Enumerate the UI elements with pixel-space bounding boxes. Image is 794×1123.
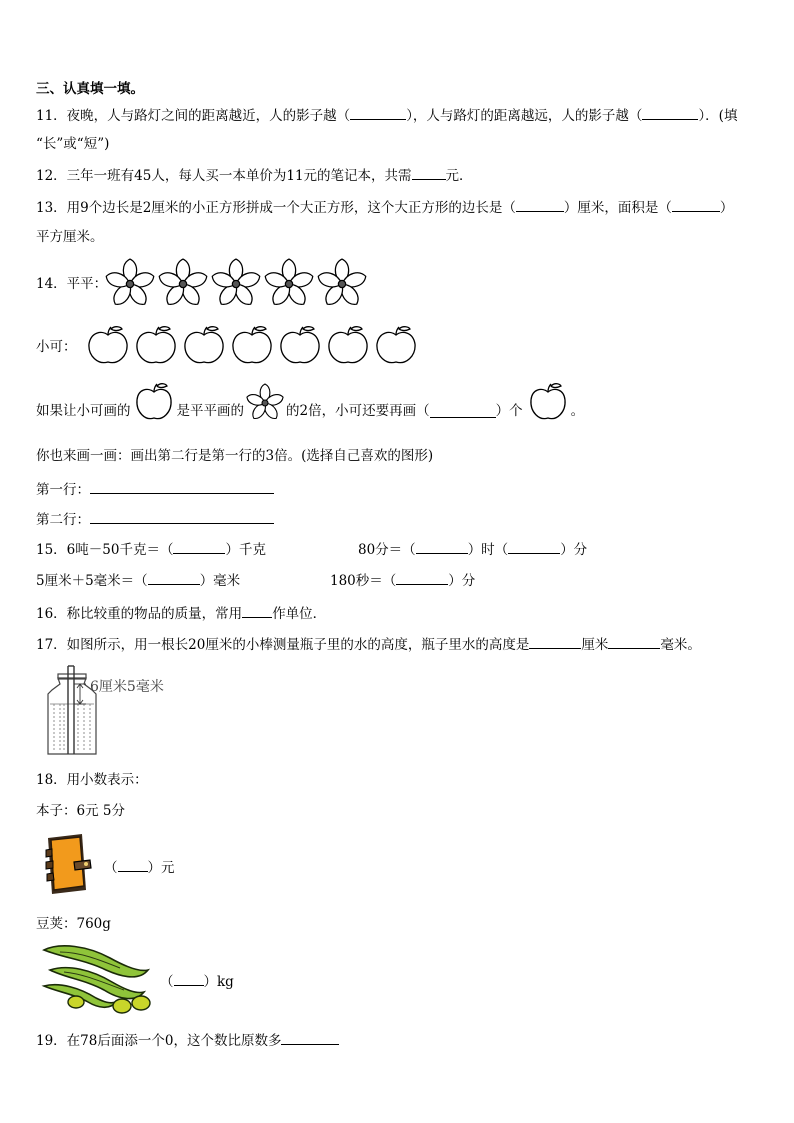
flower-icon	[245, 383, 285, 423]
row1-blank[interactable]	[90, 480, 274, 494]
apple-icon	[132, 323, 180, 367]
q15-b-text-1: 80分＝（	[358, 542, 416, 558]
q14-text-c: 的2倍，小可还要再画（	[286, 403, 430, 419]
bottle-figure-label: 6厘米5毫米	[90, 679, 164, 695]
notebook-icon	[38, 832, 96, 898]
flower-icon	[316, 258, 368, 310]
q14-blank[interactable]	[430, 404, 496, 418]
q18-beans-answer-post: ）kg	[203, 974, 234, 990]
q15-d-text-2: ）分	[448, 573, 476, 589]
q14-row1	[36, 480, 274, 499]
row1-label: 第一行：	[36, 482, 90, 498]
q18-book-blank[interactable]	[118, 858, 148, 872]
q15-c-text-2: ）毫米	[199, 573, 241, 589]
flower-icon	[263, 258, 315, 310]
q15-item-b	[358, 540, 587, 559]
bottle-figure	[44, 664, 184, 756]
q18-beans-blank[interactable]	[174, 972, 204, 986]
q17-text-1: 17．如图所示，用一根长20厘米的小棒测量瓶子里的水的高度，瓶子里水的高度是	[36, 637, 530, 653]
q18-book-label: 本子：6元 5分	[36, 803, 125, 819]
q13-text-1: 13．用9个边长是2厘米的小正方形拼成一个大正方形，这个大正方形的边长是（	[36, 200, 516, 216]
q14-text-end: 。	[570, 403, 585, 419]
beans-icon	[40, 940, 158, 1016]
q16-blank[interactable]	[242, 604, 272, 618]
q17-text-2: 厘米	[581, 637, 609, 653]
question-13	[36, 198, 733, 217]
q15-d-blank[interactable]	[396, 571, 448, 585]
q12-text-2: 元．	[445, 168, 473, 184]
q15-b-text-2: ）时（	[467, 542, 509, 558]
q18-book-answer	[104, 858, 175, 877]
question-12	[36, 166, 473, 185]
q18-beans-answer-pre: （	[160, 974, 174, 990]
apple-row	[84, 323, 420, 367]
q18-beans-label: 豆荚：760g	[36, 916, 111, 932]
q15-item-d	[330, 571, 475, 590]
flower-icon	[210, 258, 262, 310]
q15-item-a	[36, 540, 266, 559]
q19-blank[interactable]	[281, 1031, 339, 1045]
q16-text-2: 作单位．	[272, 606, 327, 622]
apple-icon	[324, 323, 372, 367]
q15-a-text-2: ）千克	[225, 542, 266, 558]
apple-icon	[84, 323, 132, 367]
q11-text-3: ）．(填	[698, 108, 738, 124]
q15-b-blank-1[interactable]	[416, 540, 468, 554]
q18-title: 18．用小数表示：	[36, 772, 148, 788]
q15-c-text-1: 5厘米＋5毫米＝（	[36, 573, 148, 589]
q17-blank-2[interactable]	[608, 635, 660, 649]
q14-text-b: 是平平画的	[176, 403, 244, 419]
q16-text-1: 16．称比较重的物品的质量，常用	[36, 606, 243, 622]
q14-text-a: 如果让小可画的	[36, 403, 131, 419]
question-11	[36, 106, 737, 125]
q14-text-d: ）个	[495, 403, 523, 419]
q11-blank-1[interactable]	[350, 106, 406, 120]
apple-icon	[526, 380, 570, 424]
q17-text-3: 毫米。	[660, 637, 701, 653]
q14-row2	[36, 510, 274, 529]
question-13-line-2: 平方厘米。	[36, 229, 104, 245]
q15-item-c	[36, 571, 240, 590]
q14-draw-prompt: 你也来画一画：画出第二行是第一行的3倍。(选择自己喜欢的图形)	[36, 448, 434, 464]
q13-blank-2[interactable]	[672, 198, 720, 212]
q13-text-3: ）	[719, 200, 734, 216]
q15-b-blank-2[interactable]	[508, 540, 560, 554]
q18-book-answer-pre: （	[104, 860, 118, 876]
q19-text-1: 19．在78后面添一个0，这个数比原数多	[36, 1033, 282, 1049]
q11-text-1: 11．夜晚，人与路灯之间的距离越近，人的影子越（	[36, 108, 351, 124]
apple-icon	[180, 323, 228, 367]
section-title: 三、认真填一填。	[36, 81, 144, 97]
apple-icon	[228, 323, 276, 367]
q13-text-2: ）厘米，面积是（	[563, 200, 672, 216]
q12-text-1: 12．三年一班有45人，每人买一本单价为11元的笔记本，共需	[36, 168, 412, 184]
flower-icon	[157, 258, 209, 310]
q15-c-blank[interactable]	[148, 571, 200, 585]
flower-icon	[104, 258, 156, 310]
q15-a-text-1: 15．6吨－50千克＝（	[36, 542, 174, 558]
question-11-line-2: “长”或“短”)	[36, 136, 110, 152]
q15-a-blank[interactable]	[173, 540, 225, 554]
q11-blank-2[interactable]	[642, 106, 698, 120]
flower-row	[104, 258, 369, 310]
q15-d-text-1: 180秒＝（	[330, 573, 397, 589]
row2-label: 第二行：	[36, 512, 90, 528]
apple-icon	[276, 323, 324, 367]
question-17	[36, 635, 701, 654]
q14-question	[36, 398, 584, 424]
question-16	[36, 604, 326, 623]
q15-b-text-3: ）分	[560, 542, 588, 558]
q14-pingping-label: 14．平平：	[36, 276, 108, 292]
q18-book-answer-post: ）元	[147, 860, 175, 876]
row2-blank[interactable]	[90, 510, 274, 524]
q18-beans-answer	[160, 972, 234, 991]
question-19	[36, 1031, 339, 1050]
q12-blank[interactable]	[412, 166, 446, 180]
q17-blank-1[interactable]	[529, 635, 581, 649]
q14-xiaoke-label: 小可：	[36, 339, 77, 355]
q13-blank-1[interactable]	[516, 198, 564, 212]
apple-icon	[372, 323, 420, 367]
q11-text-2: ），人与路灯的距离越远，人的影子越（	[406, 108, 643, 124]
apple-icon	[132, 380, 176, 424]
